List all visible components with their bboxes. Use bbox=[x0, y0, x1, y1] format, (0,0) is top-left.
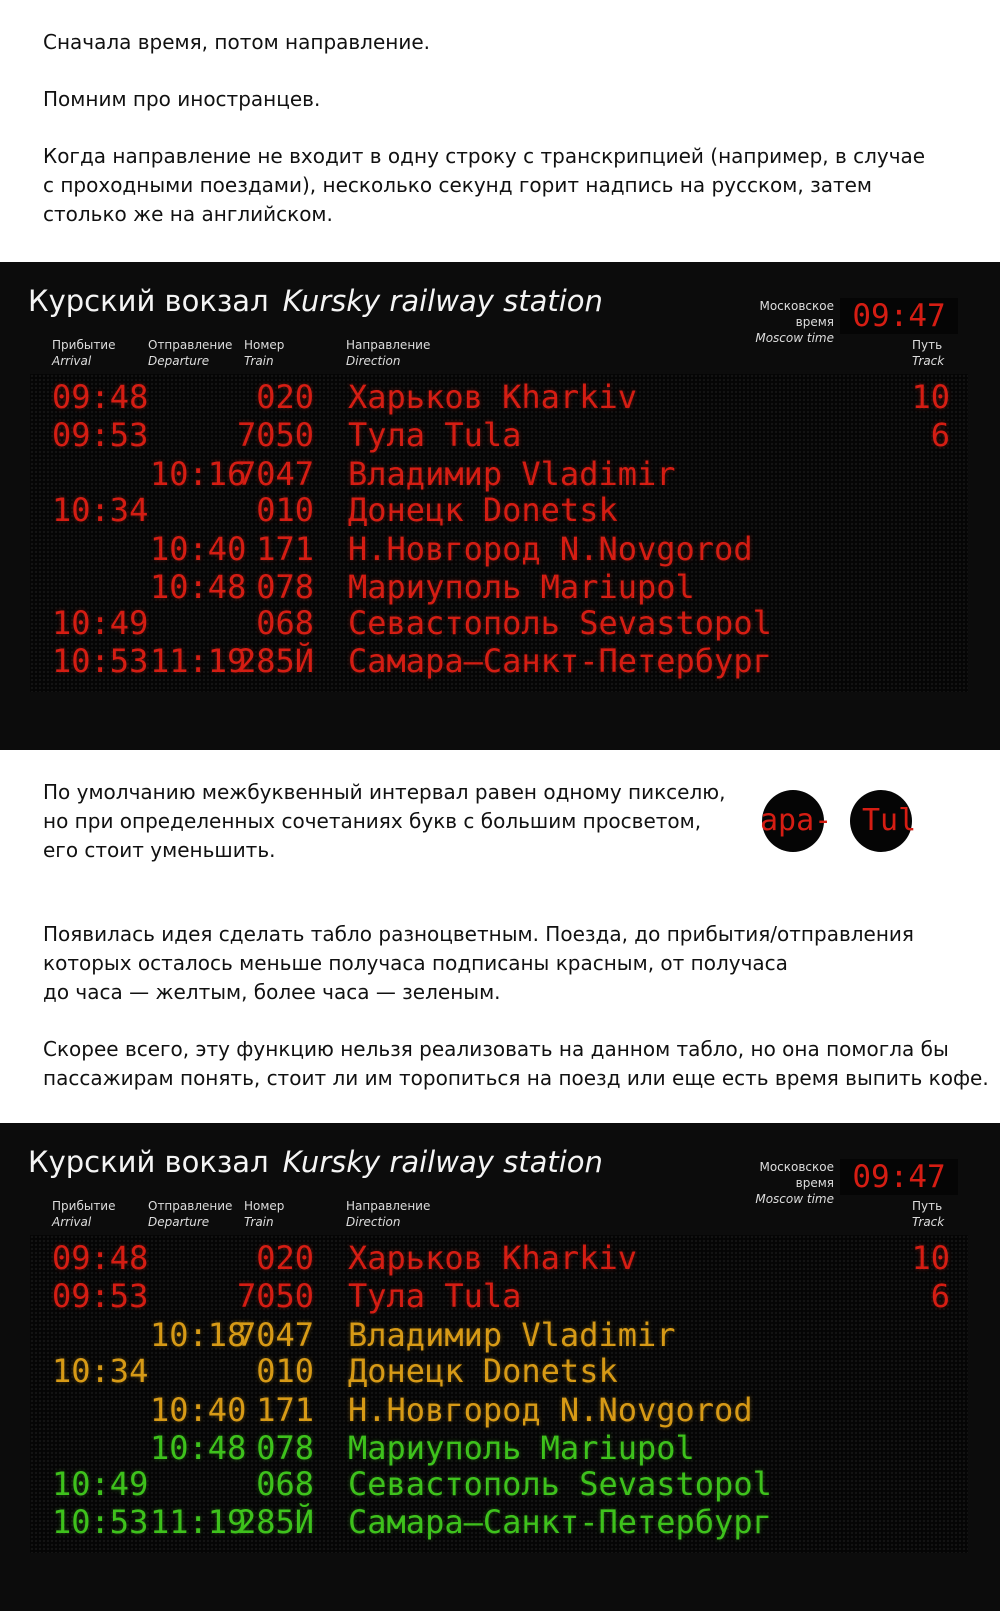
color-note-paragraph: Скорее всего, эту функцию нельзя реализовать на данном табло, но она помогла бы пассажирам понять, стоит ли им торопиться на поезд или еще есть время выпить кофе. bbox=[43, 1037, 989, 1090]
station-title bbox=[28, 1145, 603, 1179]
arrival-time: 09:53 bbox=[52, 416, 149, 454]
schedule-row bbox=[30, 568, 968, 606]
moscow-clock: 09:47 bbox=[840, 1159, 958, 1195]
station-name-ru: Курский вокзал bbox=[28, 1145, 269, 1179]
arrival-time: 10:49 bbox=[52, 1465, 149, 1503]
header-departure-ru: Отправление bbox=[148, 338, 233, 352]
moscow-clock: 09:47 bbox=[840, 298, 958, 334]
direction: Донецк Donetsk bbox=[348, 1352, 618, 1390]
header-departure bbox=[148, 337, 232, 369]
direction: Н.Новгород N.Novgorod bbox=[348, 530, 753, 568]
arrival-time: 10:34 bbox=[52, 491, 149, 529]
arrival-time: 09:48 bbox=[52, 1239, 149, 1277]
clock-label-en: Moscow time bbox=[755, 331, 834, 345]
example-text-2: Tul bbox=[862, 803, 917, 838]
track-number: 6 bbox=[930, 416, 950, 454]
header-train-ru: Номер bbox=[244, 1199, 285, 1213]
header-departure-en: Departure bbox=[148, 1215, 210, 1229]
direction: Самара–Санкт-Петербург bbox=[348, 642, 772, 680]
schedule-row bbox=[30, 1277, 968, 1315]
header-track-ru: Путь bbox=[912, 338, 943, 352]
departure-time: 11:19 bbox=[150, 642, 247, 680]
train-number: 078 bbox=[256, 1429, 314, 1467]
station-name-ru: Курский вокзал bbox=[28, 284, 269, 318]
schedule-row bbox=[30, 1429, 968, 1467]
header-train-ru: Номер bbox=[244, 338, 285, 352]
departure-time: 10:48 bbox=[150, 1429, 247, 1467]
schedule-row bbox=[30, 530, 968, 568]
spacing-note bbox=[43, 778, 725, 893]
departure-time: 10:48 bbox=[150, 568, 247, 606]
arrival-time: 10:53 bbox=[52, 642, 149, 680]
arrival-time: 10:53 bbox=[52, 1503, 149, 1541]
station-name-en: Kursky railway station bbox=[282, 284, 603, 318]
train-number: 068 bbox=[256, 1465, 314, 1503]
header-train-en: Train bbox=[244, 1215, 274, 1229]
header-train bbox=[244, 1198, 284, 1230]
intro-paragraph: Когда направление не входит в одну строку с транскрипцией (например, в случае с проходными поездами), несколько секунд горит надпись на русском, затем столько же на английском. bbox=[43, 144, 926, 226]
header-arrival-ru: Прибытие bbox=[52, 1199, 116, 1213]
schedule-row bbox=[30, 491, 968, 529]
color-note-paragraph: Появилась идея сделать табло разноцветным. Поезда, до прибытия/отправления которых осталось меньше получаса подписаны красным, от получаса до часа — желтым, более часа — зеленым. bbox=[43, 922, 914, 1004]
intro-text bbox=[43, 28, 925, 257]
arrival-time: 09:48 bbox=[52, 378, 149, 416]
arrival-time: 10:34 bbox=[52, 1352, 149, 1390]
header-track bbox=[912, 1198, 944, 1230]
header-arrival-ru: Прибытие bbox=[52, 338, 116, 352]
header-direction bbox=[346, 1198, 430, 1230]
clock-label bbox=[724, 298, 834, 346]
schedule-row bbox=[30, 1465, 968, 1503]
header-arrival bbox=[52, 1198, 116, 1230]
direction: Тула Tula bbox=[348, 1277, 522, 1315]
train-number: 285Й bbox=[236, 642, 314, 680]
arrival-time: 10:49 bbox=[52, 604, 149, 642]
train-number: 068 bbox=[256, 604, 314, 642]
train-number: 7050 bbox=[236, 416, 314, 454]
train-number: 010 bbox=[256, 491, 314, 529]
schedule-row bbox=[30, 604, 968, 642]
train-number: 7050 bbox=[236, 1277, 314, 1315]
schedule-row bbox=[30, 378, 968, 416]
direction: Тула Tula bbox=[348, 416, 522, 454]
schedule-row bbox=[30, 1391, 968, 1429]
header-departure bbox=[148, 1198, 232, 1230]
schedule-row bbox=[30, 642, 968, 680]
direction: Харьков Kharkiv bbox=[348, 1239, 637, 1277]
header-direction-ru: Направление bbox=[346, 1199, 431, 1213]
header-departure-ru: Отправление bbox=[148, 1199, 233, 1213]
station-name-en: Kursky railway station bbox=[282, 1145, 603, 1179]
header-track bbox=[912, 337, 944, 369]
station-title bbox=[28, 284, 603, 318]
train-number: 078 bbox=[256, 568, 314, 606]
direction: Мариуполь Mariupol bbox=[348, 568, 695, 606]
direction: Владимир Vladimir bbox=[348, 1316, 676, 1354]
departure-time: 11:19 bbox=[150, 1503, 247, 1541]
header-direction-en: Direction bbox=[346, 354, 401, 368]
letter-spacing-example-1 bbox=[760, 790, 833, 852]
direction: Севастополь Sevastopol bbox=[348, 1465, 772, 1503]
departure-time: 10:40 bbox=[150, 1391, 247, 1429]
train-number: 7047 bbox=[236, 455, 314, 493]
schedule-row bbox=[30, 1316, 968, 1354]
direction: Н.Новгород N.Novgorod bbox=[348, 1391, 753, 1429]
schedule-panel bbox=[30, 374, 968, 692]
header-train-en: Train bbox=[244, 354, 274, 368]
header-direction-ru: Направление bbox=[346, 338, 431, 352]
direction: Мариуполь Mariupol bbox=[348, 1429, 695, 1467]
header-track-en: Track bbox=[912, 1215, 945, 1229]
train-number: 020 bbox=[256, 1239, 314, 1277]
clock-label-en: Moscow time bbox=[755, 1192, 834, 1206]
train-number: 171 bbox=[256, 530, 314, 568]
direction: Донецк Donetsk bbox=[348, 491, 618, 529]
spacing-note-text: По умолчанию межбуквенный интервал равен одному пикселю, но при определенных сочетаниях букв с большим просветом, его стоит уменьшить. bbox=[43, 780, 726, 862]
arrival-time: 09:53 bbox=[52, 1277, 149, 1315]
track-number: 10 bbox=[911, 378, 950, 416]
schedule-row bbox=[30, 1239, 968, 1277]
schedule-row bbox=[30, 416, 968, 454]
header-arrival-en: Arrival bbox=[52, 1215, 92, 1229]
train-number: 171 bbox=[256, 1391, 314, 1429]
example-text-1: ара- bbox=[760, 803, 833, 838]
header-departure-en: Departure bbox=[148, 354, 210, 368]
direction: Севастополь Sevastopol bbox=[348, 604, 772, 642]
header-direction-en: Direction bbox=[346, 1215, 401, 1229]
departure-time: 10:16 bbox=[150, 455, 247, 493]
train-number: 285Й bbox=[236, 1503, 314, 1541]
track-number: 6 bbox=[930, 1277, 950, 1315]
direction: Владимир Vladimir bbox=[348, 455, 676, 493]
direction: Харьков Kharkiv bbox=[348, 378, 637, 416]
departure-time: 10:40 bbox=[150, 530, 247, 568]
schedule-row bbox=[30, 1352, 968, 1390]
intro-paragraph: Помним про иностранцев. bbox=[43, 87, 321, 111]
header-arrival bbox=[52, 337, 116, 369]
departure-time: 10:18 bbox=[150, 1316, 247, 1354]
schedule-row bbox=[30, 455, 968, 493]
header-track-en: Track bbox=[912, 354, 945, 368]
track-number: 10 bbox=[911, 1239, 950, 1277]
clock-label bbox=[724, 1159, 834, 1207]
departure-board-colored bbox=[0, 1123, 1000, 1611]
train-number: 020 bbox=[256, 378, 314, 416]
header-arrival-en: Arrival bbox=[52, 354, 92, 368]
header-train bbox=[244, 337, 284, 369]
train-number: 010 bbox=[256, 1352, 314, 1390]
intro-paragraph: Сначала время, потом направление. bbox=[43, 30, 431, 54]
header-direction bbox=[346, 337, 430, 369]
departure-board-red bbox=[0, 262, 1000, 750]
clock-label-ru: Московское время bbox=[759, 299, 834, 329]
direction: Самара–Санкт-Петербург bbox=[348, 1503, 772, 1541]
color-note bbox=[43, 920, 989, 1121]
header-track-ru: Путь bbox=[912, 1199, 943, 1213]
letter-spacing-example-2 bbox=[850, 790, 917, 852]
schedule-row bbox=[30, 1503, 968, 1541]
train-number: 7047 bbox=[236, 1316, 314, 1354]
schedule-panel bbox=[30, 1235, 968, 1553]
clock-label-ru: Московское время bbox=[759, 1160, 834, 1190]
